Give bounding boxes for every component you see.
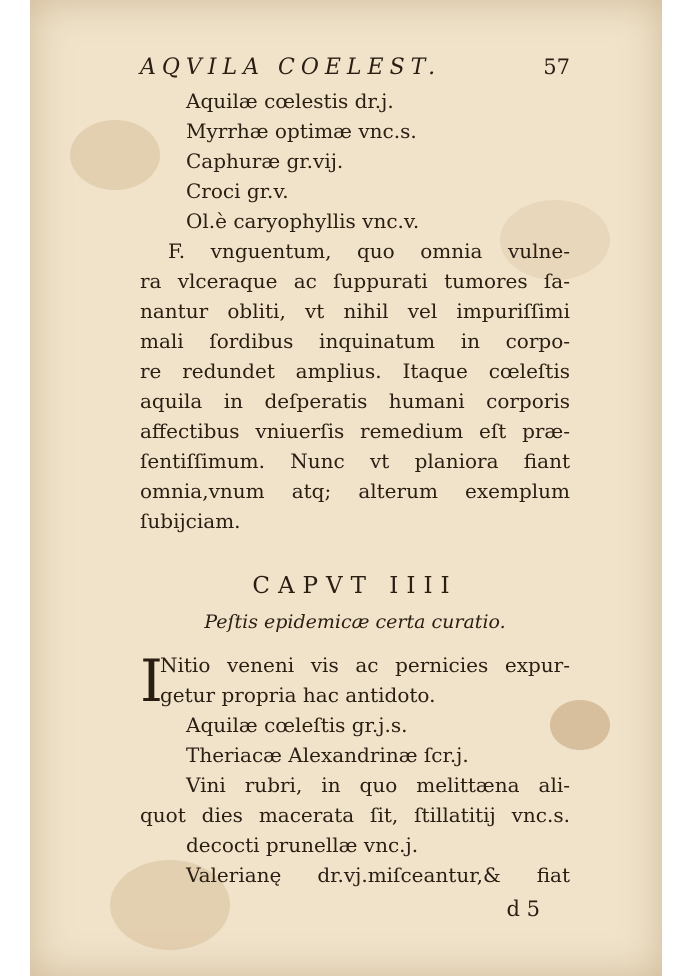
recipe-line: Theriacæ Alexandrinæ ſcr.j. [186, 743, 469, 767]
page-number: 57 [543, 55, 570, 79]
recipe-line: quot dies macerata ſit, ſtillatitij vnc.s. [140, 803, 570, 827]
text-line: F. vnguentum, quo omnia vulne- [168, 239, 570, 263]
text-line: Nitio veneni vis ac pernicies expur- [160, 653, 570, 677]
text-line: affectibus vniuerſis remedium eſt præ- [140, 419, 570, 443]
running-title: AQVILA COELEST. [140, 55, 442, 80]
recipe-line: Ol.è caryophyllis vnc.v. [186, 209, 420, 233]
text-line: mali ſordibus inquinatum in corpo- [140, 329, 570, 353]
text-line: ra vlceraque ac ſuppurati tumores ſa- [140, 269, 570, 293]
page-text [140, 48, 570, 926]
recipe-line: Valerianę dr.vj.miſceantur,& fiat [186, 863, 570, 887]
recipe-list-1 [140, 86, 570, 236]
recipe-line: Aquilæ cœleſtis gr.j.s. [186, 713, 408, 737]
text-line: omnia,vnum atq; alterum exemplum [140, 479, 570, 503]
recipe-line: Croci gr.v. [186, 179, 289, 203]
text-line: nantur obliti, vt nihil vel impuriſſimi [140, 299, 570, 323]
recipe-line: decocti prunellæ vnc.j. [186, 833, 419, 857]
recipe-line: Myrrhæ optimæ vnc.s. [186, 119, 417, 143]
book-page [30, 0, 662, 976]
chapter-heading: CAPVT IIII [252, 573, 458, 599]
recipe-line: Aquilæ cœlestis dr.j. [186, 89, 394, 113]
text-line: getur propria hac antidoto. [160, 683, 436, 707]
text-line: re redundet amplius. Itaque cœleſtis [140, 359, 570, 383]
signature-mark: d 5 [506, 897, 540, 921]
running-header [140, 48, 570, 86]
recipe-line: Caphuræ gr.vij. [186, 149, 344, 173]
text-line: aquila in deſperatis humani corporis [140, 389, 570, 413]
drop-cap-initial: I [140, 647, 163, 715]
recipe-line: Vini rubri, in quo melittæna ali- [186, 773, 570, 797]
paragraph-1 [140, 236, 570, 536]
text-line: ſentiſſimum. Nunc vt planiora fiant [140, 449, 570, 473]
paragraph-2 [140, 647, 570, 715]
recipe-list-2 [140, 710, 570, 890]
text-line: ſubijciam. [140, 509, 241, 533]
chapter-subtitle: Peſtis epidemicæ certa curatio. [204, 611, 506, 633]
